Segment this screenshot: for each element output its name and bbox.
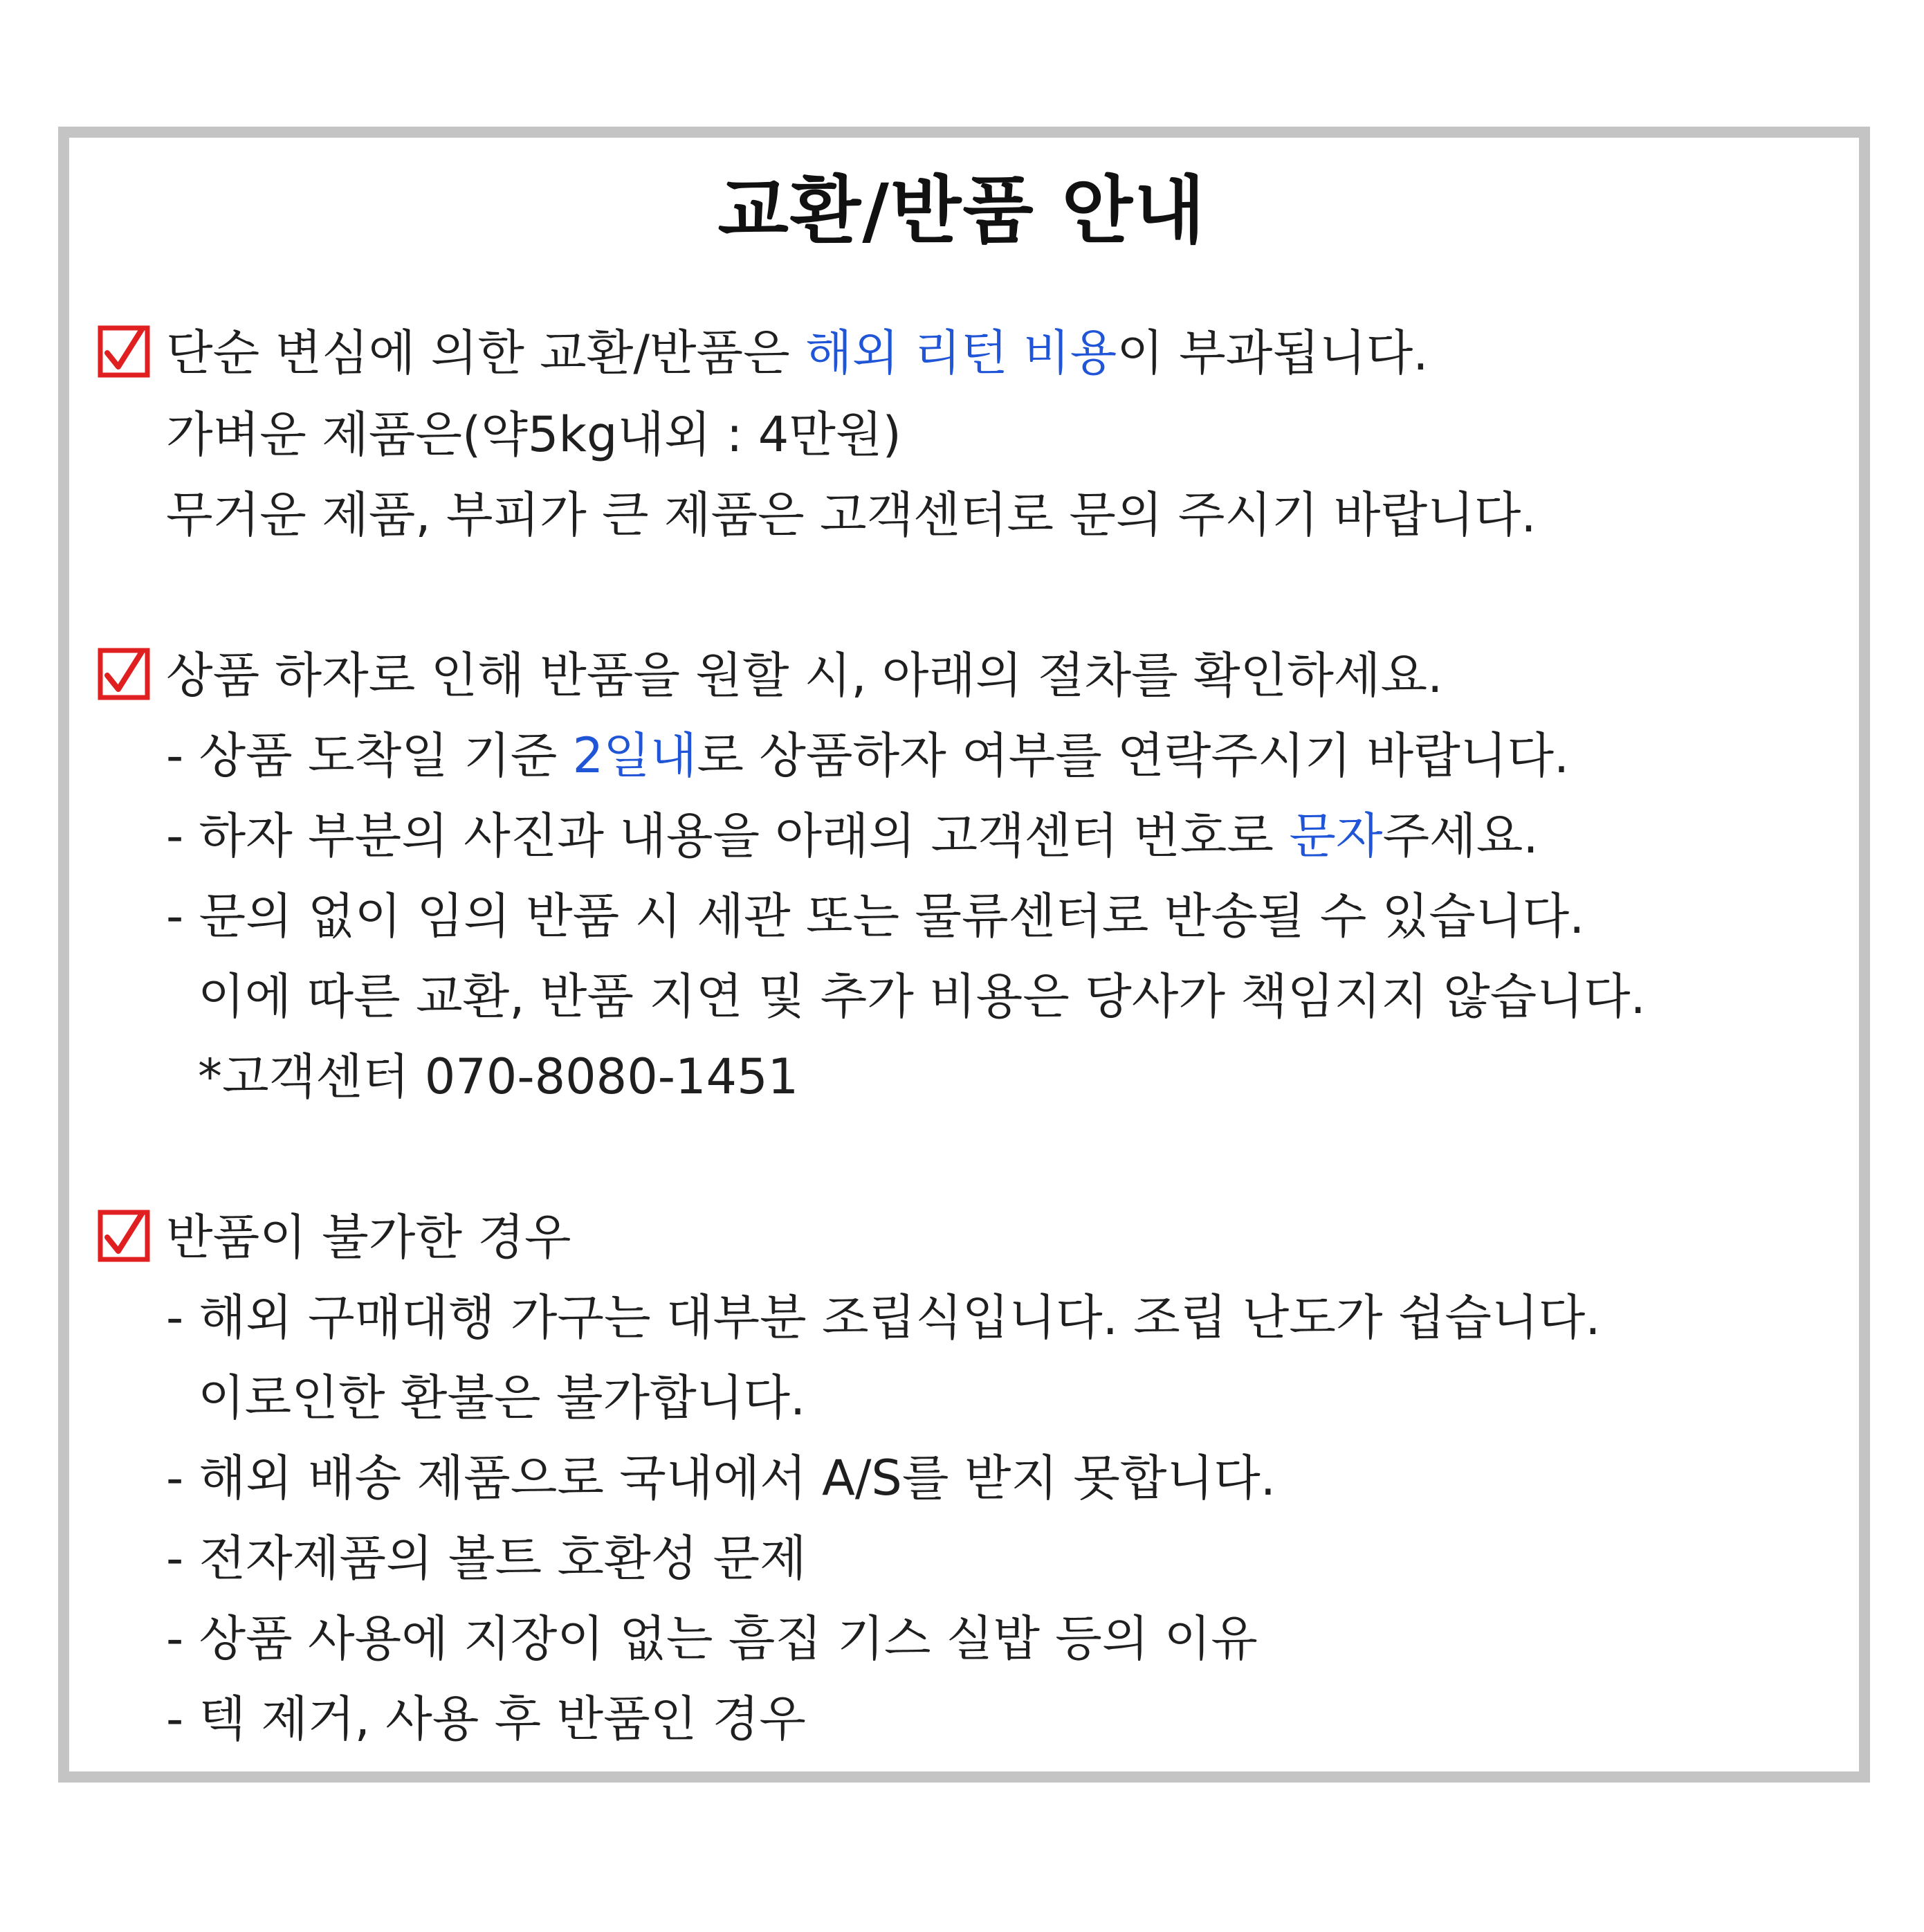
section-2-line-text-end: 로 상품하자 여부를 연락주시기 바랍니다.	[697, 727, 1570, 784]
section-2-line	[166, 728, 1569, 783]
section-3-line: - 상품 사용에 지장이 없는 흠집 기스 실밥 등의 이유	[166, 1610, 1258, 1667]
section-3-line: - 전자제품의 볼트 호환성 문제	[166, 1530, 807, 1587]
section-2-line: 이에 따른 교환, 반품 지연 및 추가 비용은 당사가 책임지지 않습니다.	[198, 968, 1646, 1025]
section-1-line: 무거운 제품, 부피가 큰 제품은 고객센터로 문의 주시기 바랍니다.	[166, 486, 1537, 543]
section-3-line: - 해외 구매대행 가구는 대부분 조립식입니다. 조립 난도가 쉽습니다.	[166, 1289, 1601, 1346]
section-1-heading-text-end: 이 부과됩니다.	[1117, 325, 1429, 381]
section-2-heading: 상품 하자로 인해 반품을 원할 시, 아래의 절차를 확인하세요.	[166, 647, 1443, 704]
section-3-line: - 텍 제거, 사용 후 반품인 경우	[166, 1690, 806, 1747]
section-2-line-text: - 하자 부분의 사진과 내용을 아래의 고객센터 번호로	[166, 808, 1290, 864]
section-3-line: 이로인한 환불은 불가합니다.	[198, 1369, 806, 1426]
section-1-line: 가벼운 제품은(약5kg내외 : 4만원)	[166, 406, 901, 463]
checkbox-checked-icon	[98, 648, 150, 700]
deadline-highlight: 2일내	[572, 727, 697, 784]
section-3-line: - 해외 배송 제품으로 국내에서 A/S를 받지 못합니다.	[166, 1450, 1276, 1506]
section-1-highlight: 해외 리턴 비용	[805, 325, 1117, 381]
customer-center-phone: *고객센터 070-8080-1451	[198, 1048, 799, 1105]
section-2-line-text: - 상품 도착일 기준	[166, 727, 573, 784]
section-3-heading: 반품이 불가한 경우	[166, 1209, 571, 1266]
section-1-heading	[166, 325, 1429, 381]
section-1-heading-text: 단순 변심에 의한 교환/반품은	[166, 325, 806, 381]
checkbox-checked-icon	[98, 325, 150, 378]
section-2-line	[166, 808, 1539, 864]
section-2-line-text-end: 주세요.	[1382, 808, 1539, 864]
checkbox-checked-icon	[98, 1210, 150, 1262]
section-2-line: - 문의 없이 임의 반품 시 세관 또는 물류센터로 반송될 수 있습니다.	[166, 888, 1585, 945]
sms-highlight: 문자	[1289, 808, 1383, 864]
page-title: 교환/반품 안내	[717, 168, 1207, 253]
